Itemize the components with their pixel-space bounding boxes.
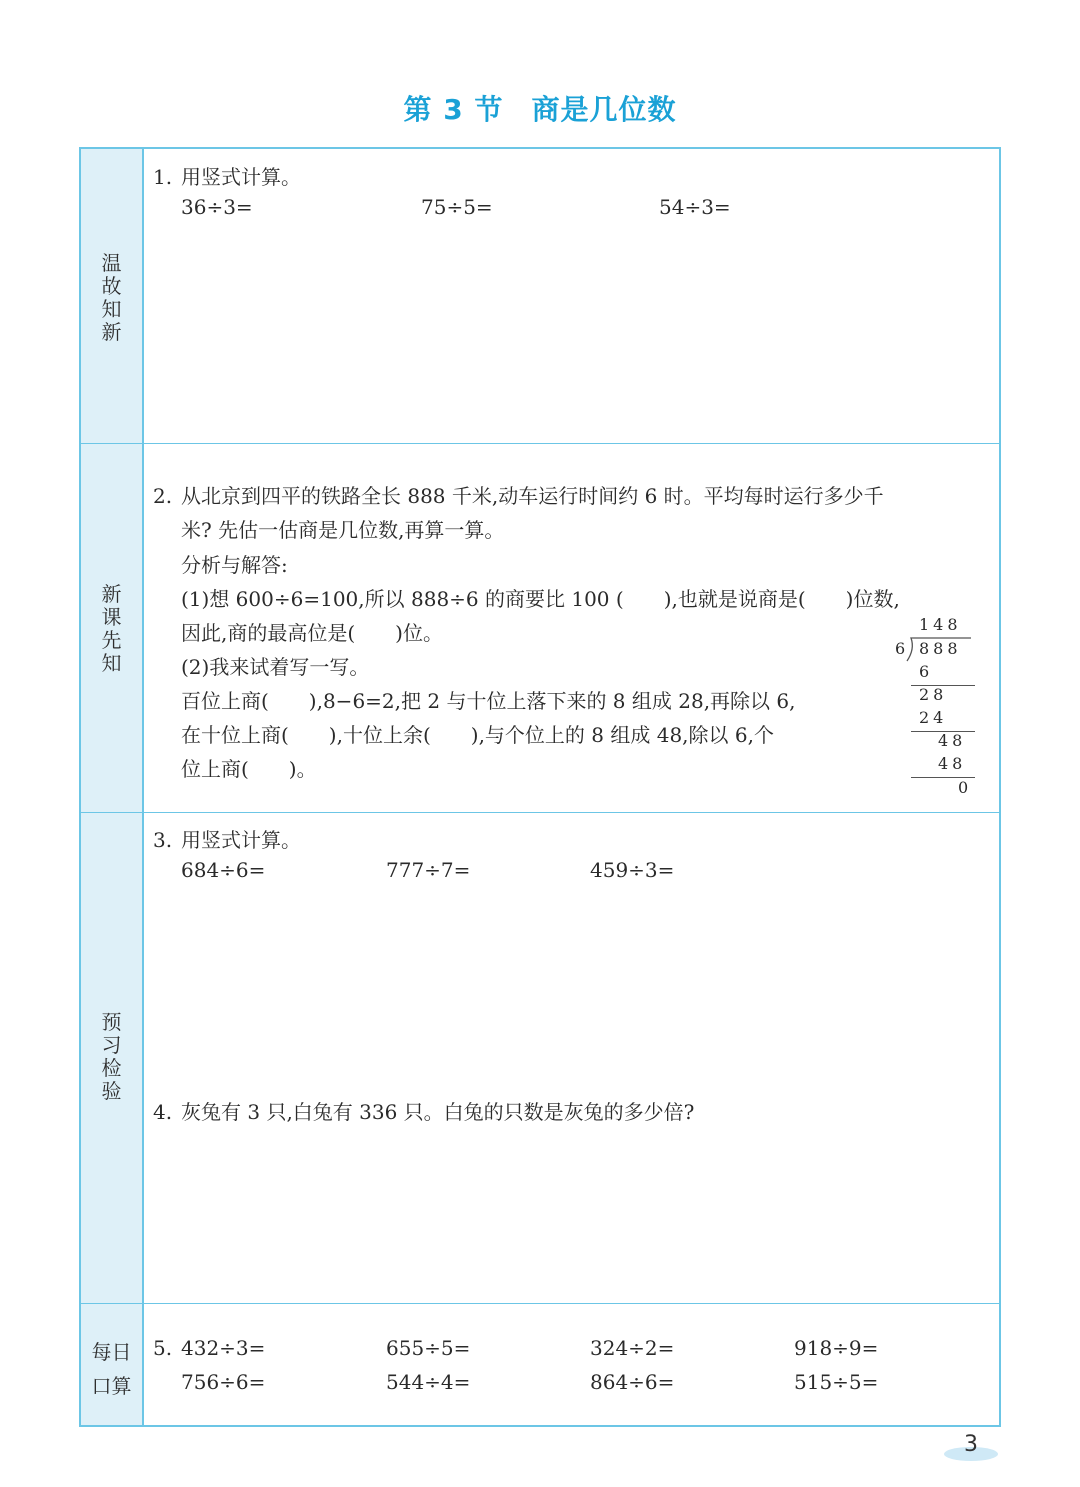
q2-line-8: 在十位上商( ),十位上余( ),与个位上的 8 组成 48,除以 6,个 — [181, 723, 774, 747]
q5-expr: 655÷5= — [386, 1336, 471, 1360]
section-label-preview: 新 课 先 知 — [101, 582, 122, 675]
row-divider — [81, 812, 999, 813]
q4-text: 4. 灰兔有 3 只,白兔有 336 只。白兔的只数是灰兔的多少倍? — [153, 1100, 695, 1124]
q3-expr-1: 684÷6= — [181, 858, 266, 882]
ld-dividend: 888 — [919, 639, 962, 658]
q2-line-3: 分析与解答: — [181, 553, 288, 577]
q2-line-9: 位上商( )。 — [181, 757, 317, 781]
q1-expr-3: 54÷3= — [659, 195, 731, 219]
ld-divisor: 6 — [895, 639, 910, 658]
q5-expr: 432÷3= — [181, 1336, 266, 1360]
worksheet-frame — [79, 147, 1001, 1427]
q2-line-4: (1)想 600÷6=100,所以 888÷6 的商要比 100 ( ),也就是说商是( )位数, — [181, 587, 900, 611]
q1-expr-2: 75÷5= — [421, 195, 493, 219]
q5-expr: 918÷9= — [794, 1336, 879, 1360]
q3-expr-3: 459÷3= — [590, 858, 675, 882]
ld-step: 48 — [938, 754, 967, 773]
q2-line-2: 米? 先估一估商是几位数,再算一算。 — [181, 518, 505, 542]
q2-line-1: 2. 从北京到四平的铁路全长 888 千米,动车运行时间约 6 时。平均每时运行多少千 — [153, 484, 884, 508]
section-title: 商是几位数 — [531, 93, 677, 126]
page-number: 3 — [964, 1432, 978, 1457]
section-label-daily: 每日 口算 — [91, 1340, 132, 1398]
q5-expr: 324÷2= — [590, 1336, 675, 1360]
q2-line-5: 因此,商的最高位是( )位。 — [181, 621, 443, 645]
q5-expr: 756÷6= — [181, 1370, 266, 1394]
q5-number: 5. — [153, 1336, 173, 1360]
ld-step: 6 — [919, 662, 934, 681]
ld-quotient: 148 — [919, 615, 962, 634]
q3-expr-2: 777÷7= — [386, 858, 471, 882]
q3-prompt: 3. 用竖式计算。 — [153, 828, 301, 852]
section-label-check: 预 习 检 验 — [101, 1010, 122, 1103]
section-label-review: 温 故 知 新 — [101, 251, 122, 344]
ld-step: 24 — [919, 708, 948, 727]
section-number: 第 3 节 — [403, 93, 504, 126]
ld-step: 48 — [938, 731, 967, 750]
q5-expr: 544÷4= — [386, 1370, 471, 1394]
q1-expr-1: 36÷3= — [181, 195, 253, 219]
q1-prompt: 1. 用竖式计算。 — [153, 165, 301, 189]
q2-line-6: (2)我来试着写一写。 — [181, 655, 370, 679]
row-divider — [81, 443, 999, 444]
row-divider — [81, 1303, 999, 1304]
ld-remainder: 0 — [958, 778, 973, 797]
page-title — [0, 88, 1080, 128]
q5-expr: 515÷5= — [794, 1370, 879, 1394]
q2-line-7: 百位上商( ),8−6=2,把 2 与十位上落下来的 8 组成 28,再除以 6, — [181, 689, 796, 713]
ld-step: 28 — [919, 685, 948, 704]
q5-expr: 864÷6= — [590, 1370, 675, 1394]
